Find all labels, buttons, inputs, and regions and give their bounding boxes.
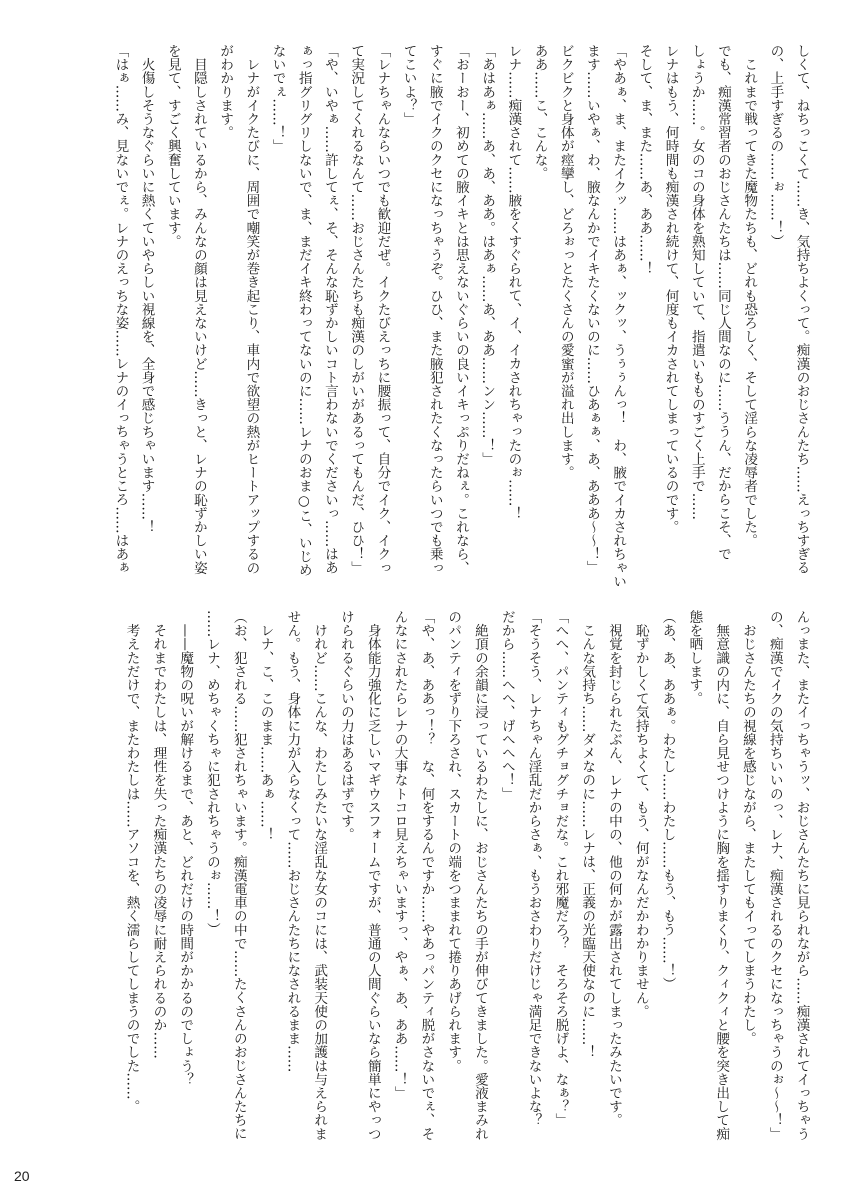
text-column: 「レナちゃんならいつでも歓迎だぜ。イクたびえっちに腰振って、自分でイク、イクっ: [374, 44, 391, 575]
text-column: 火傷しそうなぐらいに熱くていやらしい視線を、全身で感じちゃいます……！: [138, 44, 155, 534]
text-column: 絶頂の余韻に浸っているわたしに、おじさんたちの手が伸びてきました。愛液まみれ: [471, 610, 488, 1141]
text-column: だから……へへ、げへへへ！」: [498, 610, 515, 801]
text-column: 考えただけで、またわたしは……アソコを、熱く濡らしてしまうのでした……。: [123, 610, 140, 1114]
text-column: しくて、ねちっこくて……き、気持ちよくって。痴漢のおじさんたち……えっちすぎる: [793, 44, 810, 575]
text-column: 身体能力強化に乏しいマギウスフォームですが、普通の人間ぐらいなら簡単にやっつ: [364, 610, 381, 1141]
text-column: ぁっ指グリグリしないで、ま、まだイキ終わってないのに……レナのおま○こ、いじめ: [295, 44, 312, 577]
text-column: 「あはあぁ……あ、あ、ああ。はあぁ……あ、ああ……ンン……！」: [479, 44, 496, 466]
text-column: しょうか……。女のコの身体を熟知していて、指遣いもものすごく上手で……: [688, 44, 705, 520]
text-column: それまでわたしは、理性を失った痴漢たちの凌辱に耐えられるのか……: [150, 610, 167, 1059]
text-column: 目隠しされているから、みんなの顔は見えないけど……きっと、レナの恥ずかしい姿: [190, 44, 207, 575]
text-column: 視覚を封じられたぶん、レナの中の、他の何かが露出されてしまったみたいです。: [605, 610, 622, 1127]
text-column: 「やあぁ、ま、またイクッ……はあぁ、ックッ、うぅぅんっ！ わ、腋でイカされちゃい: [610, 44, 627, 588]
text-column: おじさんたちの視線を感じながら、またしてもイってしまうわたし。: [739, 610, 756, 1046]
text-column: 無意識の内に、自ら見せつけように胸を揺すりまくり、クィクィと腰を突き出して痴: [713, 610, 730, 1141]
text-column: 「へへ、パンティもグチョグチョだな。これ邪魔だろ？ そろそろ脱げよ、なぁ？」: [552, 610, 569, 1127]
text-column: がわかります。: [217, 44, 234, 140]
text-column: ます……いやぁ、わ、腋なんかでイキたくないのに……ひあぁぁ、あ、あああ〜〜！」: [583, 44, 600, 575]
text-column: レナ……痴漢されて……腋をくすぐられて、イ、イカされちゃったのぉ……！: [505, 44, 522, 520]
text-column: 「や、いやぁ……許してぇ、そ、そんな恥ずかしいコト言わないでくださいっ……はあ: [321, 44, 338, 575]
text-column: そして、ま、また……あ、ああ……！: [636, 44, 653, 276]
text-column: （お、犯される……犯されちゃいます。痴漢電車の中で……たくさんのおじさんたちに: [230, 610, 247, 1141]
text-column: こんな気持ち……ダメなのに……レナは、正義の光臨天使なのに……！: [579, 610, 596, 1059]
text-column: 「や、あ、ああっ！？ な、何をするんですか……やあっパンティ脱がさないでぇ、そ: [418, 610, 435, 1141]
page-number: 20: [14, 1168, 30, 1184]
text-column: の、上手すぎるの……ぉ……！）: [767, 44, 784, 248]
text-column: これまで戦ってきた魔物たちも、どれも恐ろしく、そして淫らな凌辱者でした。: [741, 44, 758, 548]
text-column: ——魔物の呪いが解けるまで、あと、どれだけの時間がかかるのでしょう？: [177, 610, 194, 1086]
text-column: んなにされたらレナの大事なトコロ見えちゃいますっ、やぁ、あ、ああ……！」: [391, 610, 408, 1100]
text-column: せん。もう、身体に力が入らなくって……おじさんたちになされるまま……: [284, 610, 301, 1073]
text-column: 「おーおー、初めての腋イキとは思えないぐらいの良いイキっぷりだねぇ。これなら、: [452, 44, 469, 575]
text-column: でも、痴漢常習者のおじさんたちは……同じ人間なのに……ううん、だからこそ、で: [714, 44, 731, 561]
upper-text-block: [0, 44, 849, 604]
text-column: のパンティをずり下ろされ、スカートの端をつままれて捲りあげられます。: [445, 610, 462, 1073]
text-column: ……レナ、めちゃくちゃに犯されちゃうのぉ……！）: [203, 610, 220, 937]
text-column: ビクビクと身体が痙攣し、どろぉっとたくさんの愛蜜が溢れ出します。: [557, 44, 574, 480]
text-column: 恥ずかしくて気持ちよくて、もう、何がなんだかわかりません。: [632, 610, 649, 1018]
text-column: を見て、すごく興奮しています。: [164, 44, 181, 248]
text-column: レナがイクたびに、周囲で嘲笑が巻き起こり、車内で欲望の熱がヒートアップするの: [243, 44, 260, 575]
text-column: んっまた、またイっちゃうッ、おじさんたちに見られながら……痴漢されてイっちゃう: [793, 610, 810, 1141]
text-column: ないでぇ……！」: [269, 44, 286, 153]
text-column: レナ、こ、このまま……あぁ……！: [257, 610, 274, 842]
text-column: の、痴漢でイクの気持ちいいのっ、レナ、痴漢されるのクセになっちゃうのぉ〜〜！」: [766, 610, 783, 1141]
text-column: 態を晒します。: [686, 610, 703, 706]
text-column: けられるぐらいの力はあるはずです。: [337, 610, 354, 842]
lower-text-block: [0, 610, 849, 1170]
text-column: （あ、あ、ああぁ。わたし……わたし……もう、もう……！）: [659, 610, 676, 991]
text-column: けれど……こんな、わたしみたいな淫乱な女のコには、武装天使の加護は与えられま: [311, 610, 328, 1141]
text-column: 「そうそう、レナちゃん淫乱だからさぁ、もうおさわりだけじゃ満足できないよな？: [525, 610, 542, 1127]
text-column: 「はぁ……み、見ないでぇ。レナのえっちな姿……レナのイっちゃうところ……はあぁ: [112, 44, 129, 575]
text-column: レナはもう、何時間も痴漢され続けて、何度もイカされてしまっているのです。: [662, 44, 679, 534]
text-column: すぐに腋でイクのクセになっちゃうぞ。ひひ、また腋犯されたくなったらいつでも乗っ: [426, 44, 443, 575]
text-column: て実況してくれるなんて……おじさんたちも痴漢のしがいがあるってもんだ、ひひ！」: [348, 44, 365, 575]
text-column: てこいよ？」: [400, 44, 417, 126]
text-column: ああ……こ、こんな。: [531, 44, 548, 180]
